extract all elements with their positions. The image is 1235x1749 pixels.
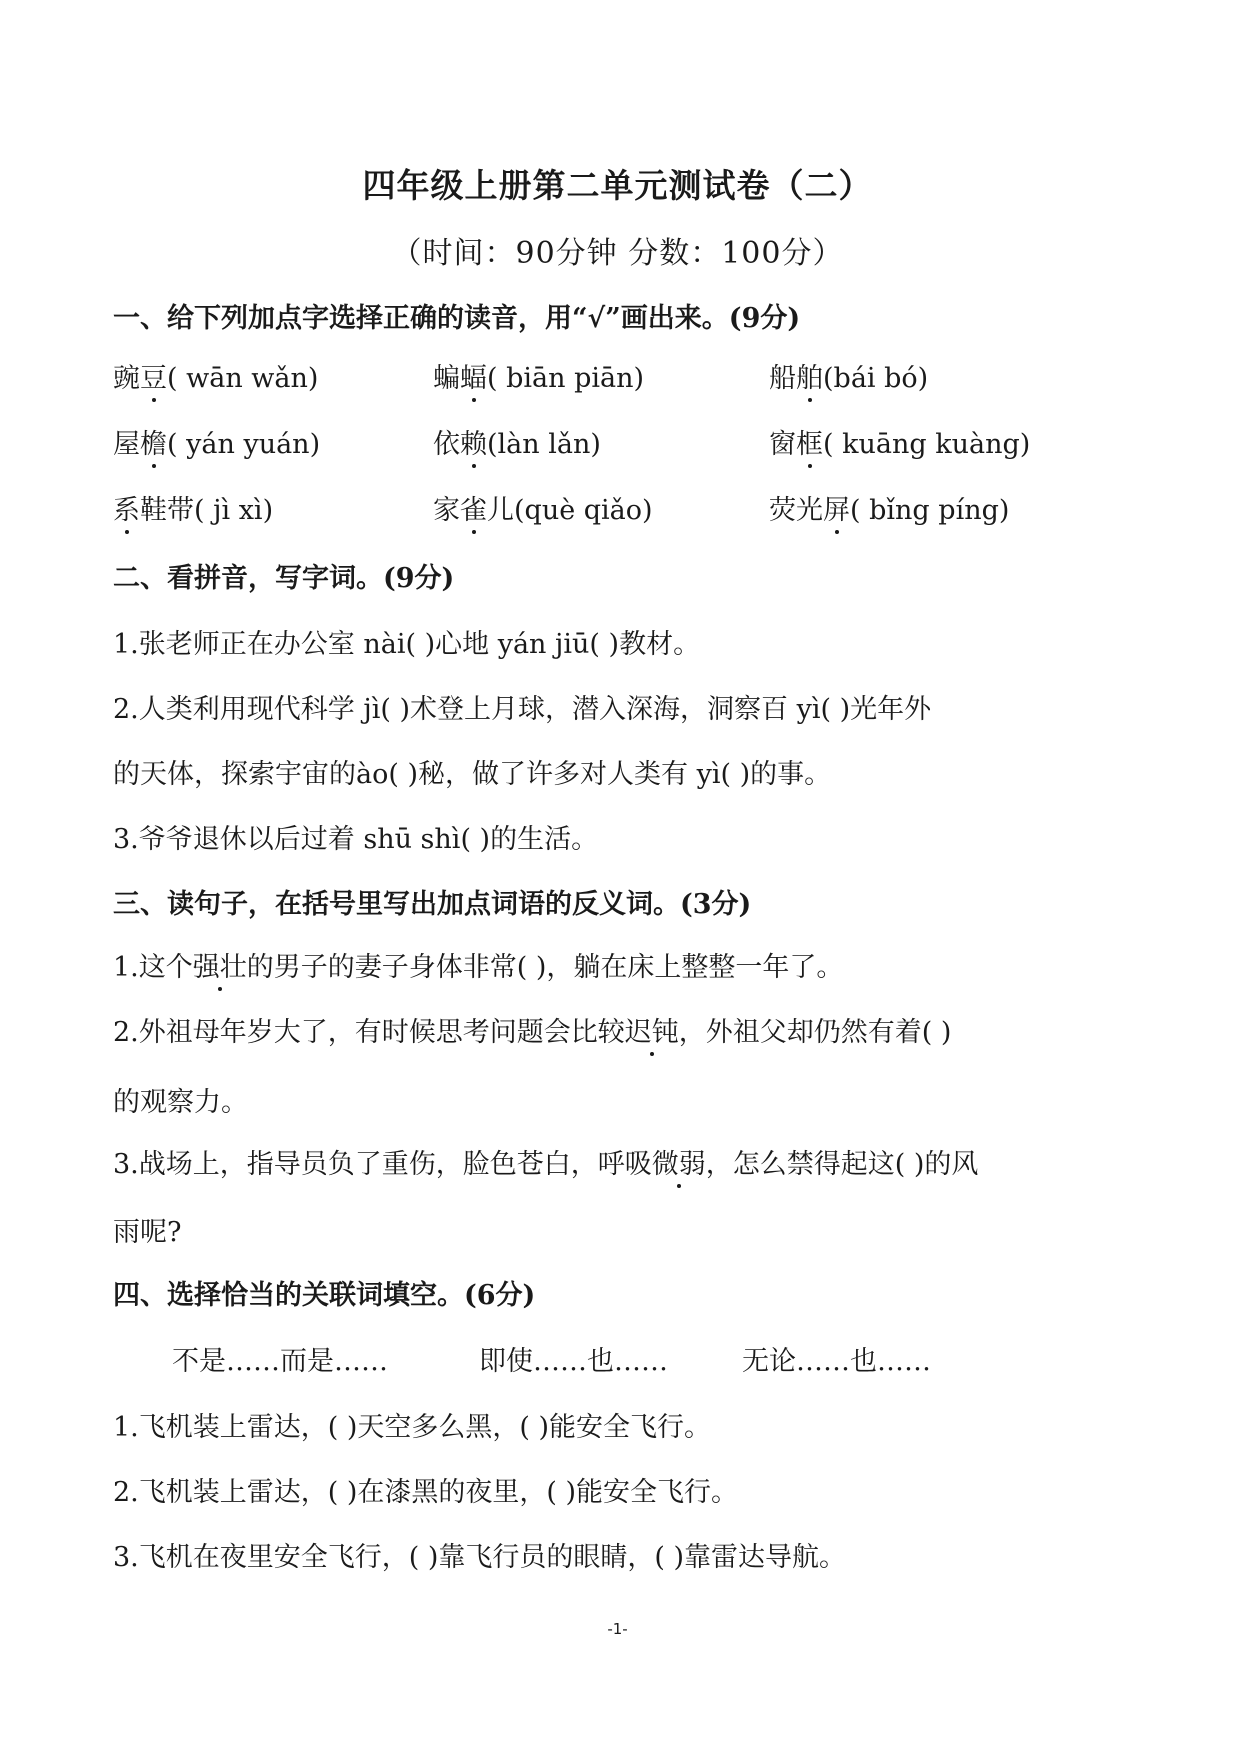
page-subtitle: （时间：90分钟 分数：100分） — [391, 236, 844, 271]
s4-question-1: 1.飞机装上雷达，( )天空多么黑，( )能安全飞行。 — [113, 1412, 712, 1443]
s4-question-3: 3.飞机在夜里安全飞行，( )靠飞行员的眼睛，( )靠雷达导航。 — [113, 1542, 847, 1573]
section-4-heading: 四、选择恰当的关联词填空。(6分) — [113, 1280, 536, 1311]
s3-question-1: 1.这个强壮的男子的妻子身体非常( )，躺在床上整整一年了。 — [113, 945, 843, 984]
s4-question-2: 2.飞机装上雷达，( )在漆黑的夜里，( )能安全飞行。 — [113, 1477, 739, 1508]
section-2-heading: 二、看拼音，写字词。(9分) — [113, 563, 455, 594]
s1-item-7: 系鞋带( jì xì) — [113, 488, 273, 527]
s1-item-2: 蝙蝠( biān piān) — [433, 356, 644, 395]
s1-item-3: 船舶(bái bó) — [769, 356, 928, 395]
s2-question-2: 2.人类利用现代科学 jì( )术登上月球，潜入深海，洞察百 yì( )光年外 — [113, 694, 932, 725]
s4-option-3: 无论……也…… — [742, 1346, 931, 1377]
s1-item-9: 荧光屏( bǐng píng) — [769, 488, 1009, 527]
s4-option-2: 即使……也…… — [479, 1346, 668, 1377]
s2-question-2-cont: 的天体，探索宇宙的ào( )秘，做了许多对人类有 yì( )的事。 — [113, 759, 832, 790]
s1-item-5: 依赖(làn lǎn) — [433, 422, 601, 461]
s1-item-1: 豌豆( wān wǎn) — [113, 356, 318, 395]
s1-item-8: 家雀儿(què qiǎo) — [433, 488, 653, 527]
s3-question-3: 3.战场上，指导员负了重伤，脸色苍白，呼吸微弱，怎么禁得起这( )的风 — [113, 1142, 978, 1181]
s3-question-2-cont: 的观察力。 — [113, 1087, 248, 1118]
s1-item-4: 屋檐( yán yuán) — [113, 422, 320, 461]
s2-question-3: 3.爷爷退休以后过着 shū shì( )的生活。 — [113, 824, 599, 855]
s3-question-3-cont: 雨呢? — [113, 1217, 182, 1248]
page-title: 四年级上册第二单元测试卷（二） — [362, 166, 873, 205]
s2-question-1: 1.张老师正在办公室 nài( )心地 yán jiū( )教材。 — [113, 629, 701, 660]
page-number: -1- — [607, 1620, 628, 1638]
s1-item-6: 窗框( kuāng kuàng) — [769, 422, 1030, 461]
section-3-heading: 三、读句子，在括号里写出加点词语的反义词。(3分) — [113, 889, 752, 920]
s4-option-1: 不是……而是…… — [172, 1346, 388, 1377]
section-1-heading: 一、给下列加点字选择正确的读音，用“√”画出来。(9分) — [113, 303, 801, 334]
s3-question-2: 2.外祖母年岁大了，有时候思考问题会比较迟钝，外祖父却仍然有着( ) — [113, 1010, 951, 1049]
